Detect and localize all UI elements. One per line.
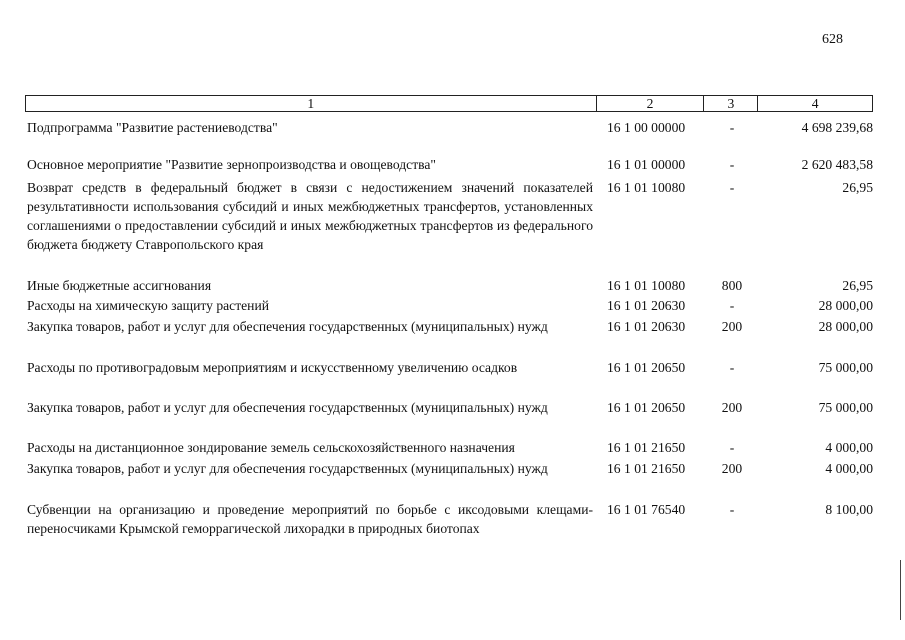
row-type: 200: [721, 400, 743, 415]
row-type: -: [729, 360, 735, 375]
row-amount: 28 000,00: [818, 319, 873, 334]
row-name: Возврат средств в федеральный бюджет в связи с недостижением значений показателей результативности использования субсидий и иных межбюджетных трансфертов, установленных соглашениями о предоставлении субсидий и иных межбюджетных трансфертов из федерального бюджета бюджету Ставропольского края: [27, 180, 593, 252]
row-amount: 26,95: [842, 180, 873, 195]
row-name: Расходы на химическую защиту растений: [27, 298, 270, 313]
row-amount: 4 000,00: [825, 461, 873, 476]
row-amount: 75 000,00: [818, 360, 873, 375]
row-name: Закупка товаров, работ и услуг для обеспечения государственных (муниципальных) нужд: [27, 400, 548, 415]
row-name: Субвенции на организацию и проведение мероприятий по борьбе с иксодовыми клещами-переносчиками Крымской геморрагической лихорадки в природных биотопах: [27, 502, 593, 536]
row-code: 16 1 01 10080: [607, 278, 686, 293]
row-code: 16 1 01 20650: [607, 360, 686, 375]
row-code: 16 1 01 00000: [607, 157, 686, 172]
row-name: Закупка товаров, работ и услуг для обеспечения государственных (муниципальных) нужд: [27, 319, 548, 334]
row-code: 16 1 01 20630: [607, 319, 686, 334]
row-type: -: [729, 502, 735, 517]
header-col-1: 1: [26, 96, 597, 111]
row-code: 16 1 01 20650: [607, 400, 686, 415]
row-type: 200: [721, 461, 743, 476]
row-amount: 2 620 483,58: [801, 157, 873, 172]
row-amount: 26,95: [842, 278, 873, 293]
table-header: [25, 95, 873, 112]
header-col-4: 4: [811, 96, 819, 111]
header-col-3: 3: [704, 96, 758, 111]
row-type: -: [729, 440, 735, 455]
row-amount: 4 000,00: [825, 440, 873, 455]
row-type: 800: [721, 278, 743, 293]
row-name: Иные бюджетные ассигнования: [27, 278, 212, 293]
row-amount: 28 000,00: [818, 298, 873, 313]
row-type: -: [729, 120, 735, 135]
row-code: 16 1 01 76540: [607, 502, 686, 517]
row-name: Закупка товаров, работ и услуг для обеспечения государственных (муниципальных) нужд: [27, 461, 548, 476]
row-code: 16 1 01 21650: [607, 440, 686, 455]
row-type: 200: [721, 319, 743, 334]
row-amount: 8 100,00: [825, 502, 873, 517]
row-type: -: [729, 180, 735, 195]
row-name: Основное мероприятие "Развитие зернопроизводства и овощеводства": [27, 157, 436, 172]
row-code: 16 1 01 10080: [607, 180, 686, 195]
row-code: 16 1 00 00000: [607, 120, 686, 135]
scan-edge-line: [900, 560, 901, 620]
header-col-2: 2: [597, 96, 705, 111]
row-type: -: [729, 157, 735, 172]
row-name: Расходы по противоградовым мероприятиям и искусственному увеличению осадков: [27, 360, 518, 375]
row-amount: 4 698 239,68: [801, 120, 873, 135]
row-name: Подпрограмма "Развитие растениеводства": [27, 120, 278, 135]
row-code: 16 1 01 21650: [607, 461, 686, 476]
row-type: -: [729, 298, 735, 313]
row-name: Расходы на дистанционное зондирование земель сельскохозяйственного назначения: [27, 440, 515, 455]
page-number: 628: [822, 32, 843, 47]
row-amount: 75 000,00: [818, 400, 873, 415]
row-code: 16 1 01 20630: [607, 298, 686, 313]
